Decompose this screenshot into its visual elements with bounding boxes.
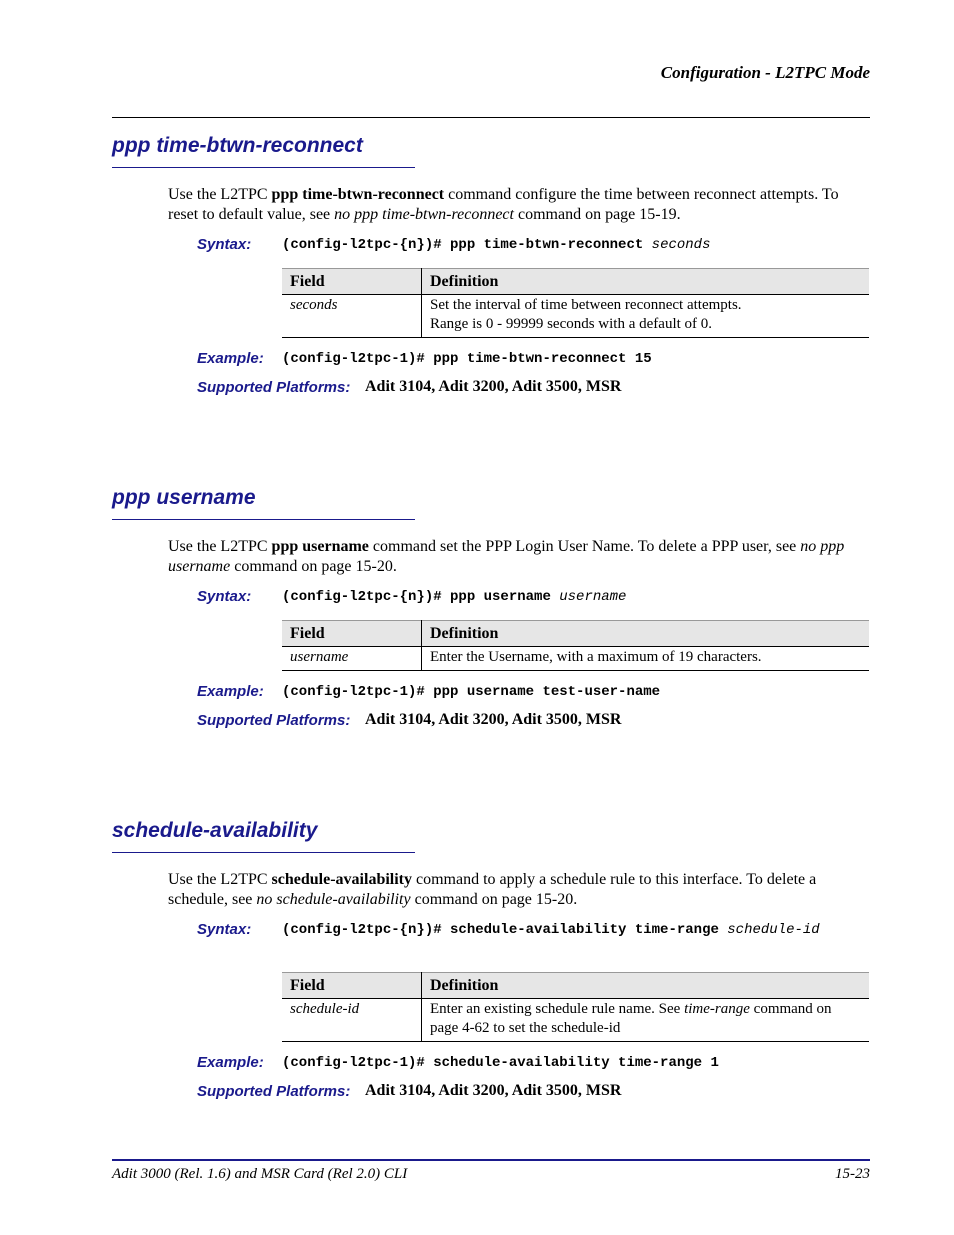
syntax-code	[282, 921, 870, 940]
table-header-row	[282, 269, 869, 295]
platforms-list: Adit 3104, Adit 3200, Adit 3500, MSR	[365, 378, 622, 395]
table-header-row	[282, 621, 869, 647]
desc-command: ppp username	[271, 538, 369, 555]
section-title-underline	[112, 519, 415, 520]
table-row	[282, 999, 869, 1042]
platforms-label: Supported Platforms:	[197, 1083, 351, 1100]
section-title-underline	[112, 852, 415, 853]
example-label: Example:	[197, 350, 264, 367]
platforms-label: Supported Platforms:	[197, 379, 351, 396]
syntax-command: (config-l2tpc-{n})# schedule-availability time-range	[282, 922, 719, 938]
example-label: Example:	[197, 1054, 264, 1071]
syntax-command: (config-l2tpc-{n})# ppp time-btwn-reconnect	[282, 237, 644, 253]
platforms-list: Adit 3104, Adit 3200, Adit 3500, MSR	[365, 711, 622, 728]
desc-text: command on page 15-20.	[230, 558, 397, 575]
definition-text: command on page 4-62 to set the schedule-id	[430, 1001, 832, 1036]
definition-reference: time-range	[684, 1001, 750, 1017]
desc-text: Use the L2TPC	[168, 186, 272, 203]
table-header-row	[282, 973, 869, 999]
desc-text: command to apply a schedule rule to this interface. To delete a schedule, see	[168, 871, 817, 908]
example-code: (config-l2tpc-1)# ppp time-btwn-reconnect 15	[282, 351, 652, 367]
platforms-label: Supported Platforms:	[197, 712, 351, 729]
page-number: 15-23	[835, 1166, 870, 1182]
syntax-code	[282, 237, 710, 253]
desc-command: schedule-availability	[271, 871, 412, 888]
definition-line: Set the interval of time between reconnect attempts.	[430, 297, 742, 313]
syntax-label: Syntax:	[197, 236, 252, 253]
definition-cell	[422, 999, 870, 1042]
syntax-label: Syntax:	[197, 921, 252, 938]
section-description	[168, 537, 870, 577]
section-title-underline	[112, 167, 415, 168]
syntax-code	[282, 589, 626, 605]
field-table	[282, 620, 869, 671]
syntax-parameter: username	[559, 589, 627, 605]
definition-cell: Enter the Username, with a maximum of 19 characters.	[422, 647, 870, 671]
desc-text: Use the L2TPC	[168, 871, 272, 888]
footer-title: Adit 3000 (Rel. 1.6) and MSR Card (Rel 2.0) CLI	[112, 1166, 408, 1182]
section-title-schedule-availability: schedule-availability	[112, 819, 318, 842]
syntax-command: (config-l2tpc-{n})# ppp username	[282, 589, 551, 605]
desc-reference: no ppp time-btwn-reconnect	[334, 206, 514, 223]
running-header: Configuration - L2TPC Mode	[660, 63, 870, 82]
syntax-parameter: schedule-id	[727, 922, 820, 938]
desc-text: command set the PPP Login User Name. To delete a PPP user, see	[368, 538, 801, 555]
field-cell: schedule-id	[282, 999, 422, 1042]
platforms-list: Adit 3104, Adit 3200, Adit 3500, MSR	[365, 1082, 622, 1099]
section-description	[168, 870, 870, 910]
desc-text: command configure the time between reconnect attempts. To reset to default value, see	[168, 186, 839, 223]
col-header-field: Field	[282, 973, 422, 999]
desc-text: command on page 15-19.	[513, 206, 681, 223]
definition-text: Enter an existing schedule rule name. See	[430, 1001, 685, 1017]
desc-command: ppp time-btwn-reconnect	[271, 186, 445, 203]
example-code: (config-l2tpc-1)# schedule-availability time-range 1	[282, 1055, 719, 1071]
desc-reference: no ppp username	[168, 538, 845, 575]
section-title-time-btwn-reconnect: ppp time-btwn-reconnect	[112, 134, 363, 157]
col-header-definition: Definition	[422, 621, 870, 647]
field-table	[282, 268, 869, 338]
table-row	[282, 295, 869, 338]
field-cell: username	[282, 647, 422, 671]
syntax-parameter: seconds	[651, 237, 711, 253]
footer-rule	[112, 1159, 870, 1161]
section-description	[168, 185, 870, 225]
example-label: Example:	[197, 683, 264, 700]
col-header-definition: Definition	[422, 269, 870, 295]
col-header-field: Field	[282, 269, 422, 295]
example-code: (config-l2tpc-1)# ppp username test-user-name	[282, 684, 661, 700]
desc-text: Use the L2TPC	[168, 538, 272, 555]
field-cell: seconds	[282, 295, 422, 338]
desc-text: command on page 15-20.	[410, 891, 578, 908]
col-header-field: Field	[282, 621, 422, 647]
desc-reference: no schedule-availability	[256, 891, 411, 908]
header-rule	[112, 117, 870, 118]
syntax-label: Syntax:	[197, 588, 252, 605]
definition-cell	[422, 295, 870, 338]
definition-line: Range is 0 - 99999 seconds with a default of 0.	[430, 316, 713, 332]
section-title-username: ppp username	[112, 486, 256, 509]
table-row	[282, 647, 869, 671]
col-header-definition: Definition	[422, 973, 870, 999]
field-table	[282, 972, 869, 1042]
